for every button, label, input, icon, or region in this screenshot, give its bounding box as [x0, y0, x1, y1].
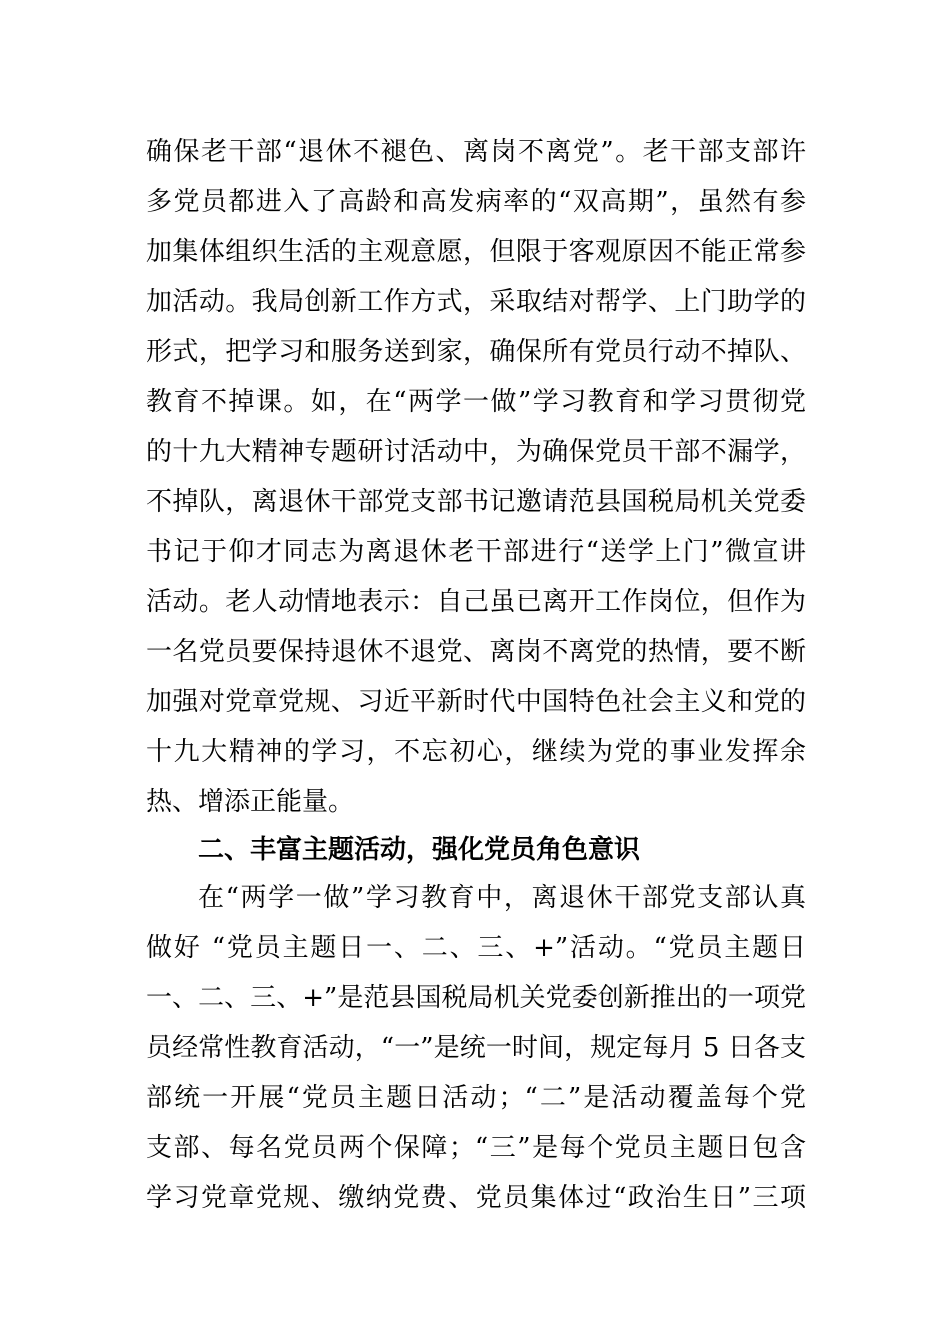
paragraph-line: 书记于仰才同志为离退休老干部进行“送学上门”微宣讲: [146, 537, 806, 567]
paragraph-line: 学习党章党规、缴纳党费、党员集体过“政治生日”三项: [146, 1183, 806, 1213]
paragraph-line: 教育不掉课。如，在“两学一做”学习教育和学习贯彻党: [146, 387, 806, 417]
paragraph-line: 十九大精神的学习，不忘初心，继续为党的事业发挥余: [146, 737, 806, 767]
paragraph-line: 做好 “党员主题日一、二、三、+”活动。“党员主题日: [146, 933, 806, 963]
paragraph-line: 支部、每名党员两个保障；“三”是每个党员主题日包含: [146, 1133, 806, 1163]
paragraph-line: 一、二、三、+”是范县国税局机关党委创新推出的一项党: [146, 983, 806, 1013]
paragraph-line: 部统一开展“党员主题日活动；“二”是活动覆盖每个党: [146, 1083, 806, 1113]
paragraph-line: 的十九大精神专题研讨活动中，为确保党员干部不漏学，: [146, 437, 806, 467]
paragraph-line: 热、增添正能量。: [146, 787, 355, 817]
paragraph-line: 加强对党章党规、习近平新时代中国特色社会主义和党的: [146, 687, 806, 717]
paragraph-line: 员经常性教育活动，“一”是统一时间，规定每月 5 日各支: [146, 1033, 806, 1063]
paragraph-line: 确保老干部“退休不褪色、离岗不离党”。老干部支部许: [146, 137, 806, 167]
paragraph-line: 加活动。我局创新工作方式，采取结对帮学、上门助学的: [146, 287, 806, 317]
paragraph-line: 多党员都进入了高龄和高发病率的“双高期”，虽然有参: [146, 187, 806, 217]
paragraph-line: 活动。老人动情地表示：自己虽已离开工作岗位，但作为: [146, 587, 806, 617]
paragraph-line: 一名党员要保持退休不退党、离岗不离党的热情，要不断: [146, 637, 806, 667]
section-heading: 二、丰富主题活动，强化党员角色意识: [198, 835, 641, 865]
paragraph-line: 在“两学一做”学习教育中，离退休干部党支部认真: [198, 883, 806, 913]
paragraph-line: 不掉队，离退休干部党支部书记邀请范县国税局机关党委: [146, 487, 806, 517]
paragraph-line: 加集体组织生活的主观意愿，但限于客观原因不能正常参: [146, 237, 806, 267]
paragraph-line: 形式，把学习和服务送到家，确保所有党员行动不掉队、: [146, 337, 806, 367]
